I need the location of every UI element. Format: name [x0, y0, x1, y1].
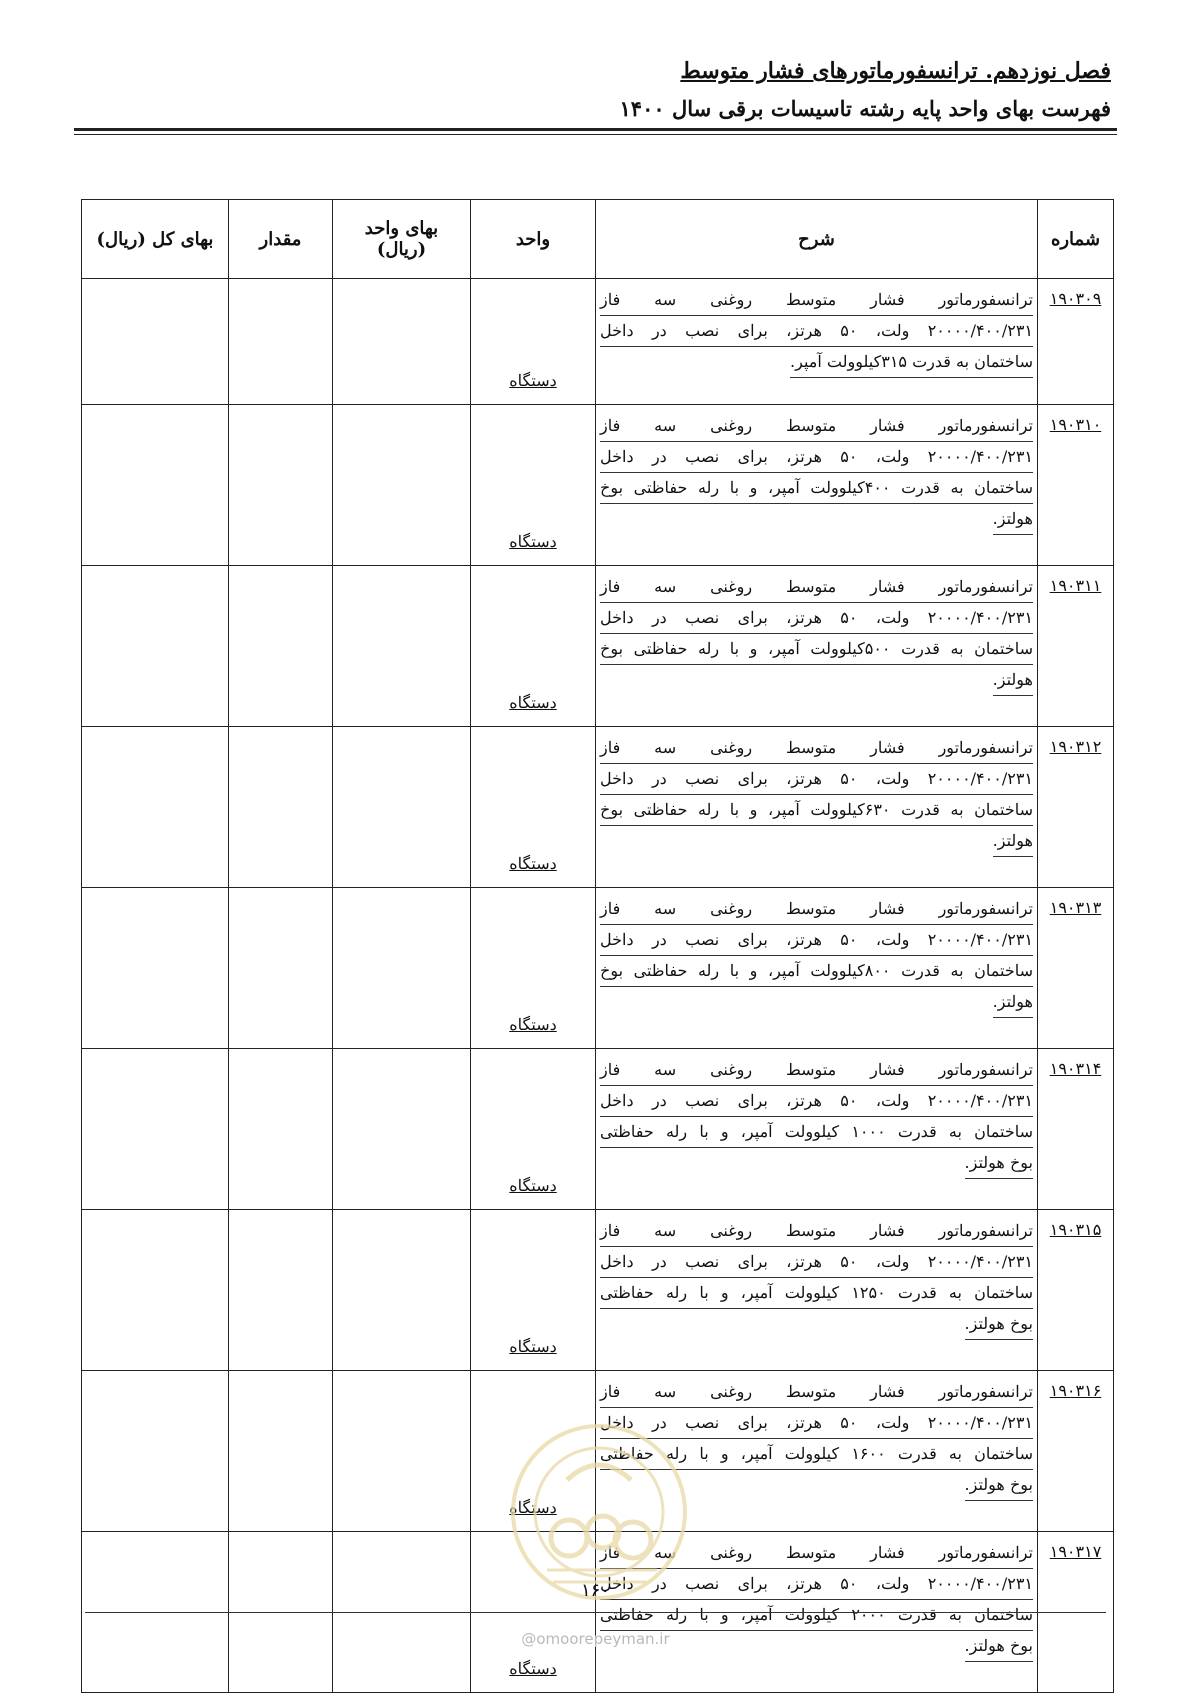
page-header — [80, 58, 1111, 121]
item-number: ۱۹۰۳۱۱ — [1049, 576, 1102, 595]
description-line: ۲۰۰۰۰/۴۰۰/۲۳۱ ولت، ۵۰ هرتز، برای نصب در داخل — [600, 1569, 1033, 1600]
description-line: ترانسفورماتور فشار متوسط روغنی سه فاز — [600, 572, 1033, 603]
description-line: ساختمان به قدرت ۱۶۰۰ کیلوولت آمپر، و با رله حفاظتی — [600, 1439, 1033, 1470]
item-description-cell — [596, 1210, 1038, 1371]
item-unit: دستگاه — [509, 854, 557, 873]
item-description-cell — [596, 727, 1038, 888]
table-row — [82, 888, 1114, 1049]
unit-price-currency: (ریال) — [376, 239, 427, 260]
description-line: هولتز. — [993, 987, 1033, 1018]
description-line: ساختمان به قدرت ۱۰۰۰ کیلوولت آمپر، و با رله حفاظتی — [600, 1117, 1033, 1148]
item-unit-cell — [471, 888, 596, 1049]
item-unit-cell — [471, 727, 596, 888]
item-number: ۱۹۰۳۱۴ — [1049, 1059, 1102, 1078]
quantity-cell — [229, 1210, 333, 1371]
description-line: ساختمان به قدرت ۳۱۵کیلوولت آمپر. — [790, 347, 1033, 378]
item-number-cell — [1038, 888, 1114, 1049]
description-line: ۲۰۰۰۰/۴۰۰/۲۳۱ ولت، ۵۰ هرتز، برای نصب در داخل — [600, 603, 1033, 634]
item-number: ۱۹۰۳۱۵ — [1049, 1220, 1102, 1239]
item-number: ۱۹۰۳۱۰ — [1049, 415, 1102, 434]
item-number-cell — [1038, 566, 1114, 727]
table-row — [82, 566, 1114, 727]
total-price-cell — [82, 727, 229, 888]
description-line: ساختمان به قدرت ۶۳۰کیلوولت آمپر، و با رله حفاظتی بوخ — [600, 795, 1033, 826]
table-row — [82, 1210, 1114, 1371]
quantity-cell — [229, 727, 333, 888]
description-line: ساختمان به قدرت ۵۰۰کیلوولت آمپر، و با رله حفاظتی بوخ — [600, 634, 1033, 665]
item-number: ۱۹۰۳۱۳ — [1049, 898, 1102, 917]
header-rule-thin — [74, 134, 1117, 135]
col-header-unit-price — [333, 200, 471, 279]
watermark-seal-icon — [507, 1420, 691, 1604]
total-price-cell — [82, 405, 229, 566]
item-unit: دستگاه — [509, 1337, 557, 1356]
quantity-cell — [229, 566, 333, 727]
description-line: ساختمان به قدرت ۱۲۵۰ کیلوولت آمپر، و با رله حفاظتی — [600, 1278, 1033, 1309]
total-price-cell — [82, 1371, 229, 1532]
table-header-row — [82, 200, 1114, 279]
description-line: بوخ هولتز. — [965, 1148, 1033, 1179]
item-description-cell — [596, 279, 1038, 405]
document-subtitle: فهرست بهای واحد پایه رشته تاسیسات برقی سال ۱۴۰۰ — [619, 96, 1111, 121]
description-line: ترانسفورماتور فشار متوسط روغنی سه فاز — [600, 894, 1033, 925]
watermark-url: @omoorepeyman.ir — [521, 1630, 670, 1648]
table-row — [82, 279, 1114, 405]
description-line: ترانسفورماتور فشار متوسط روغنی سه فاز — [600, 1377, 1033, 1408]
table-row — [82, 727, 1114, 888]
description-line: هولتز. — [993, 665, 1033, 696]
item-description-cell — [596, 405, 1038, 566]
item-unit-cell — [471, 1049, 596, 1210]
item-unit: دستگاه — [509, 532, 557, 551]
quantity-cell — [229, 1049, 333, 1210]
description-line: ساختمان به قدرت ۲۰۰۰ کیلوولت آمپر، و با رله حفاظتی — [600, 1600, 1033, 1631]
description-line: ۲۰۰۰۰/۴۰۰/۲۳۱ ولت، ۵۰ هرتز، برای نصب در داخل — [600, 316, 1033, 347]
description-line: ۲۰۰۰۰/۴۰۰/۲۳۱ ولت، ۵۰ هرتز، برای نصب در داخل — [600, 925, 1033, 956]
item-unit-cell — [471, 566, 596, 727]
description-line: ۲۰۰۰۰/۴۰۰/۲۳۱ ولت، ۵۰ هرتز، برای نصب در داخل — [600, 1247, 1033, 1278]
col-header-number: شماره — [1038, 200, 1114, 279]
total-price-cell — [82, 279, 229, 405]
unit-price-cell — [333, 405, 471, 566]
total-price-cell — [82, 1210, 229, 1371]
item-number: ۱۹۰۳۰۹ — [1049, 289, 1102, 308]
item-unit: دستگاه — [509, 1498, 557, 1517]
item-number-cell — [1038, 1371, 1114, 1532]
table-row — [82, 405, 1114, 566]
description-line: ۲۰۰۰۰/۴۰۰/۲۳۱ ولت، ۵۰ هرتز، برای نصب در داخل — [600, 764, 1033, 795]
item-unit-cell — [471, 279, 596, 405]
table-row — [82, 1049, 1114, 1210]
item-unit: دستگاه — [509, 693, 557, 712]
item-number: ۱۹۰۳۱۲ — [1049, 737, 1102, 756]
description-line: بوخ هولتز. — [965, 1631, 1033, 1662]
quantity-cell — [229, 279, 333, 405]
total-price-cell — [82, 566, 229, 727]
footer-rule — [85, 1612, 1106, 1613]
item-number-cell — [1038, 1049, 1114, 1210]
description-line: ساختمان به قدرت ۴۰۰کیلوولت آمپر، و با رله حفاظتی بوخ — [600, 473, 1033, 504]
item-unit: دستگاه — [509, 1659, 557, 1678]
unit-price-cell — [333, 888, 471, 1049]
description-line: ساختمان به قدرت ۸۰۰کیلوولت آمپر، و با رله حفاظتی بوخ — [600, 956, 1033, 987]
col-header-description: شرح — [596, 200, 1038, 279]
description-line: ترانسفورماتور فشار متوسط روغنی سه فاز — [600, 733, 1033, 764]
description-line: ترانسفورماتور فشار متوسط روغنی سه فاز — [600, 285, 1033, 316]
item-unit: دستگاه — [509, 1015, 557, 1034]
unit-price-cell — [333, 1210, 471, 1371]
description-line: هولتز. — [993, 504, 1033, 535]
unit-price-cell — [333, 1371, 471, 1532]
item-description-cell — [596, 566, 1038, 727]
quantity-cell — [229, 1371, 333, 1532]
description-line: بوخ هولتز. — [965, 1470, 1033, 1501]
unit-price-cell — [333, 566, 471, 727]
unit-price-label: بهای واحد — [364, 218, 439, 239]
description-line: ترانسفورماتور فشار متوسط روغنی سه فاز — [600, 411, 1033, 442]
description-line: ترانسفورماتور فشار متوسط روغنی سه فاز — [600, 1538, 1033, 1569]
item-number-cell — [1038, 279, 1114, 405]
col-header-unit: واحد — [471, 200, 596, 279]
unit-price-cell — [333, 1049, 471, 1210]
col-header-total-price: بهای کل (ریال) — [82, 200, 229, 279]
total-price-cell — [82, 888, 229, 1049]
item-number-cell — [1038, 405, 1114, 566]
page-number: ۱۶۰ — [580, 1580, 610, 1601]
description-line: ۲۰۰۰۰/۴۰۰/۲۳۱ ولت، ۵۰ هرتز، برای نصب در داخل — [600, 1408, 1033, 1439]
col-header-quantity: مقدار — [229, 200, 333, 279]
item-number: ۱۹۰۳۱۶ — [1049, 1381, 1102, 1400]
total-price-cell — [82, 1049, 229, 1210]
item-description-cell — [596, 888, 1038, 1049]
description-line: ۲۰۰۰۰/۴۰۰/۲۳۱ ولت، ۵۰ هرتز، برای نصب در داخل — [600, 442, 1033, 473]
item-unit-cell — [471, 1210, 596, 1371]
unit-price-cell — [333, 279, 471, 405]
description-line: هولتز. — [993, 826, 1033, 857]
item-number: ۱۹۰۳۱۷ — [1049, 1542, 1102, 1561]
item-number-cell — [1038, 1210, 1114, 1371]
chapter-title: فصل نوزدهم. ترانسفورماتورهای فشار متوسط — [680, 58, 1111, 84]
description-line: بوخ هولتز. — [965, 1309, 1033, 1340]
item-number-cell — [1038, 727, 1114, 888]
description-line: ترانسفورماتور فشار متوسط روغنی سه فاز — [600, 1216, 1033, 1247]
header-rule-thick — [74, 128, 1117, 131]
unit-price-cell — [333, 727, 471, 888]
item-unit-cell — [471, 405, 596, 566]
item-unit: دستگاه — [509, 371, 557, 390]
item-description-cell — [596, 1049, 1038, 1210]
description-line: ترانسفورماتور فشار متوسط روغنی سه فاز — [600, 1055, 1033, 1086]
item-unit: دستگاه — [509, 1176, 557, 1195]
description-line: ۲۰۰۰۰/۴۰۰/۲۳۱ ولت، ۵۰ هرتز، برای نصب در داخل — [600, 1086, 1033, 1117]
quantity-cell — [229, 888, 333, 1049]
quantity-cell — [229, 405, 333, 566]
